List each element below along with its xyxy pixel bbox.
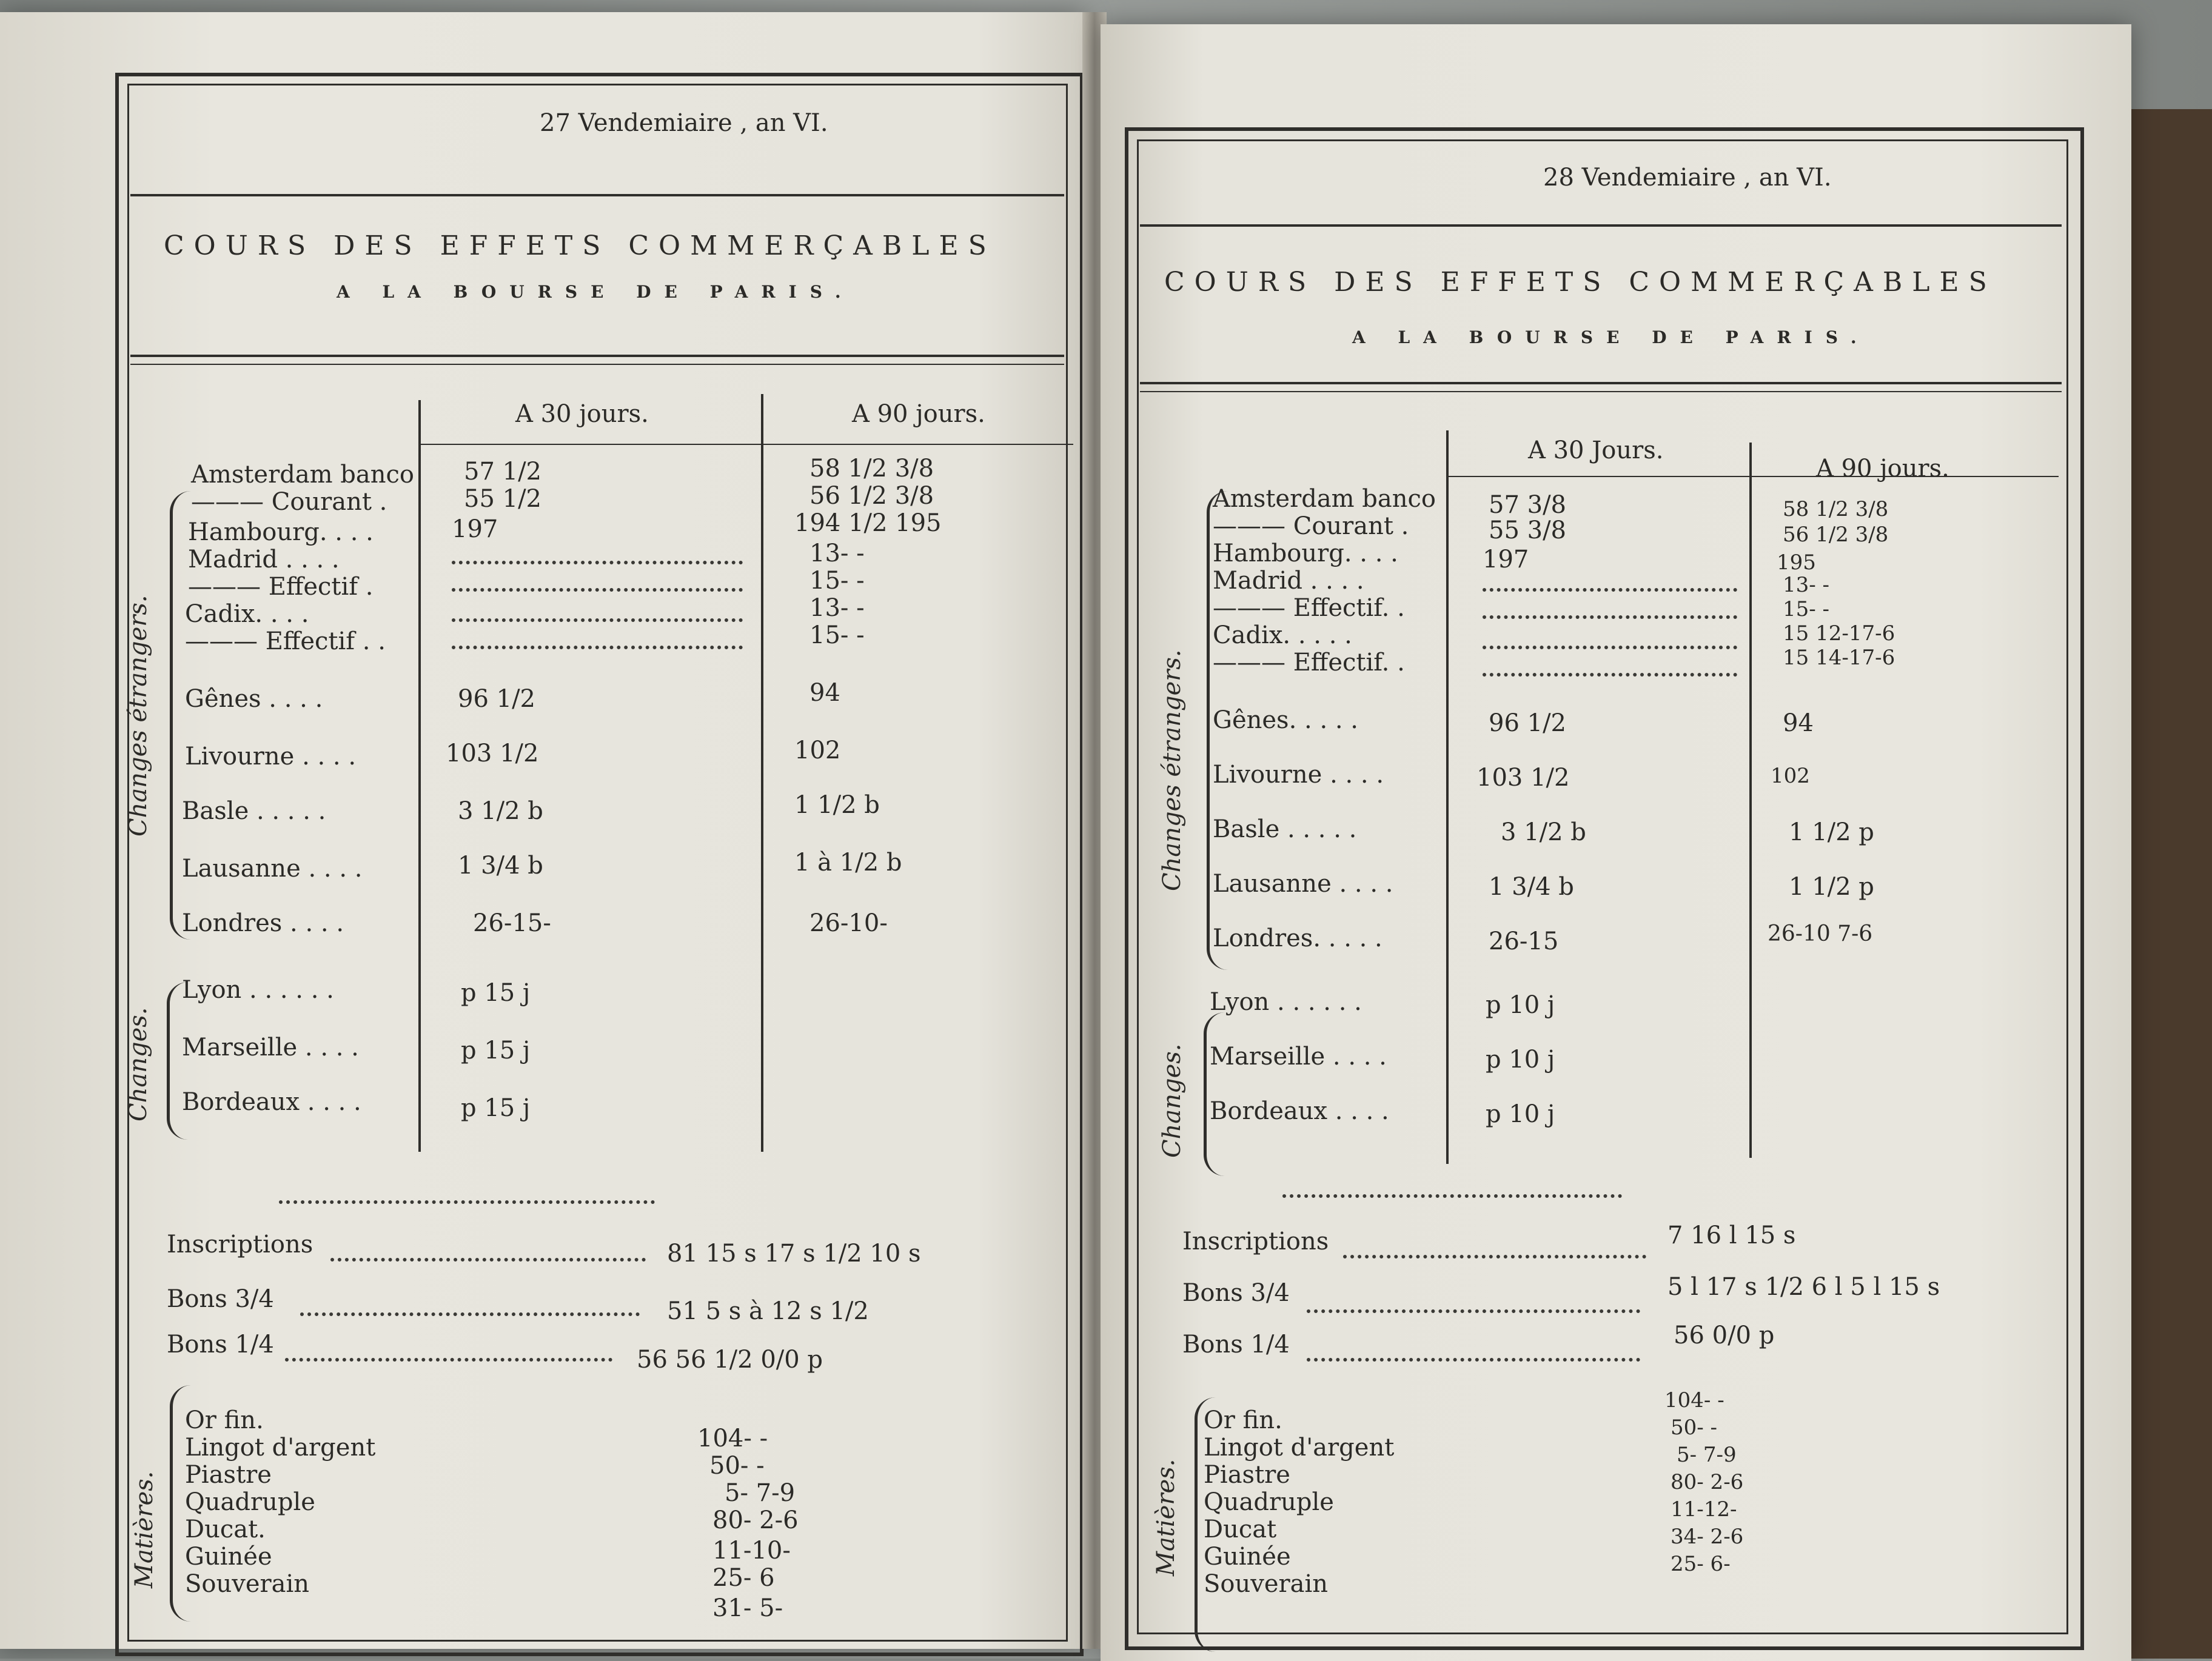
left-domestic-label: Bordeaux . . . .	[182, 1088, 361, 1116]
right-col90-header: A 90 jours.	[1816, 455, 1949, 483]
right-inscriptions-label: Inscriptions	[1182, 1228, 1329, 1255]
left-domestic-label: Lyon . . . . . .	[182, 976, 334, 1004]
left-dots	[300, 1312, 640, 1316]
left-dots	[285, 1358, 612, 1362]
right-metal-label: Or fin.	[1204, 1406, 1282, 1434]
left-v90: 1 à 1/2 b	[794, 849, 902, 877]
right-metal-value: 34- 2-6	[1671, 1525, 1744, 1549]
left-separator-dots	[279, 1200, 655, 1204]
right-dots	[1483, 673, 1737, 677]
right-metal-value: 104- -	[1664, 1388, 1724, 1412]
right-v90: 58 1/2 3/8	[1783, 497, 1889, 521]
left-inscriptions-label: Inscriptions	[167, 1231, 313, 1258]
left-inscriptions-value: 81 15 s 17 s 1/2 10 s	[667, 1240, 921, 1268]
left-subtitle: A LA BOURSE DE PARIS.	[337, 282, 854, 302]
right-v90: 13- -	[1783, 573, 1830, 597]
right-row-label: Gênes. . . . .	[1213, 706, 1359, 734]
left-header-rule	[418, 444, 1073, 445]
left-title: COURS DES EFFETS COMMERÇABLES	[164, 230, 996, 261]
left-bons14-value: 56 56 1/2 0/0 p	[637, 1346, 823, 1374]
left-v90: 15- -	[809, 567, 865, 595]
left-metal-label: Quadruple	[185, 1488, 315, 1516]
left-rule-top	[130, 194, 1064, 196]
right-separator-dots	[1282, 1194, 1622, 1198]
left-row-label: Hambourg. . . .	[188, 518, 374, 546]
left-row-label: Basle . . . . .	[182, 797, 326, 825]
left-v90: 58 1/2 3/8	[809, 455, 934, 483]
left-vline-2	[761, 394, 763, 1152]
left-domestic-value: p 15 j	[461, 1037, 531, 1064]
left-metal-label: Piastre	[185, 1461, 272, 1489]
left-date: 27 Vendemiaire , an VI.	[540, 109, 828, 137]
right-domestic-value: p 10 j	[1486, 1046, 1555, 1074]
left-metal-label: Lingot d'argent	[185, 1434, 376, 1462]
right-row-label: Basle . . . . .	[1213, 815, 1357, 843]
right-v30: 57 3/8	[1489, 491, 1566, 519]
left-metal-label: Souverain	[185, 1570, 310, 1598]
left-row-label: Londres . . . .	[182, 909, 344, 937]
left-page	[0, 12, 1085, 1649]
left-metal-label: Or fin.	[185, 1406, 264, 1434]
left-bons34-value: 51 5 s à 12 s 1/2	[667, 1297, 869, 1325]
left-group-domestic: Changes.	[124, 1007, 152, 1121]
right-group-metals: Matières.	[1152, 1459, 1180, 1576]
right-domestic-value: p 10 j	[1486, 991, 1555, 1019]
left-v30: 197	[452, 515, 498, 543]
right-v90: 1 1/2 p	[1789, 873, 1874, 901]
right-bons14-label: Bons 1/4	[1182, 1331, 1290, 1359]
left-dots	[452, 561, 743, 564]
right-row-label: Madrid . . . .	[1213, 567, 1364, 595]
left-v90: 194 1/2 195	[794, 509, 942, 537]
right-metal-value: 50- -	[1671, 1415, 1718, 1440]
left-row-label: ——— Courant .	[191, 488, 387, 516]
right-metal-value: 5- 7-9	[1677, 1443, 1737, 1467]
right-header-rule	[1446, 476, 2059, 477]
right-metal-label: Ducat	[1204, 1516, 1277, 1543]
left-v30: 96 1/2	[458, 685, 535, 713]
right-metal-label: Lingot d'argent	[1204, 1434, 1395, 1462]
left-v90: 1 1/2 b	[794, 791, 880, 819]
left-row-label: ——— Effectif . .	[185, 627, 386, 655]
left-v30: 57 1/2	[464, 458, 541, 486]
left-domestic-value: p 15 j	[461, 979, 531, 1007]
right-v90: 56 1/2 3/8	[1783, 523, 1889, 547]
left-v90: 94	[809, 679, 840, 707]
right-group-domestic: Changes.	[1158, 1043, 1186, 1158]
right-row-label: Hambourg. . . .	[1213, 540, 1398, 567]
left-dots	[452, 646, 743, 649]
left-v90: 13- -	[809, 594, 865, 622]
right-metal-value: 80- 2-6	[1671, 1470, 1744, 1494]
right-v30: 103 1/2	[1476, 764, 1570, 792]
left-metal-label: Guinée	[185, 1543, 272, 1571]
right-v90: 15- -	[1783, 597, 1830, 621]
left-col30-header: A 30 jours.	[515, 400, 649, 428]
left-v90: 56 1/2 3/8	[809, 482, 934, 510]
right-metal-label: Piastre	[1204, 1461, 1290, 1489]
right-v90: 15 14-17-6	[1783, 646, 1895, 670]
right-row-label: Cadix. . . . .	[1213, 621, 1352, 649]
right-dots	[1343, 1255, 1646, 1258]
left-metal-value: 104- -	[697, 1425, 768, 1452]
right-page	[1101, 24, 2131, 1661]
left-v30: 1 3/4 b	[458, 852, 543, 880]
left-domestic-label: Marseille . . . .	[182, 1034, 359, 1061]
right-row-label: Lausanne . . . .	[1213, 870, 1393, 898]
left-dots	[452, 618, 743, 622]
right-rule-mid	[1140, 382, 2062, 384]
left-metal-value: 31- 5-	[712, 1594, 783, 1622]
left-v90: 102	[794, 737, 841, 764]
left-bons14-label: Bons 1/4	[167, 1331, 274, 1359]
right-metal-label: Quadruple	[1204, 1488, 1334, 1516]
right-dots	[1307, 1309, 1640, 1313]
right-dots	[1483, 615, 1737, 619]
left-group-metals: Matières.	[130, 1471, 158, 1588]
right-v90: 26-10 7-6	[1768, 921, 1873, 946]
left-bons34-label: Bons 3/4	[167, 1285, 274, 1313]
book-cover	[2122, 109, 2212, 1659]
right-domestic-label: Bordeaux . . . .	[1210, 1097, 1389, 1125]
left-dots	[452, 588, 743, 592]
right-v30: 55 3/8	[1489, 516, 1566, 544]
right-row-label: ——— Effectif. .	[1213, 594, 1405, 622]
left-metal-value: 50- -	[709, 1452, 765, 1480]
left-row-label: ——— Effectif .	[188, 573, 374, 601]
right-metal-label: Guinée	[1204, 1543, 1291, 1571]
right-row-label: ——— Courant .	[1213, 512, 1409, 540]
left-rule-mid	[130, 355, 1064, 357]
right-dots	[1307, 1358, 1640, 1362]
right-domestic-value: p 10 j	[1486, 1100, 1555, 1128]
left-group-foreign: Changes étrangers.	[124, 595, 152, 837]
left-rule-mid2	[130, 364, 1064, 365]
left-metal-value: 80- 2-6	[712, 1506, 799, 1534]
left-row-label: Amsterdam banco	[191, 461, 415, 489]
left-metal-value: 11-10-	[712, 1537, 791, 1565]
right-v30: 3 1/2 b	[1501, 818, 1586, 846]
left-row-label: Gênes . . . .	[185, 685, 323, 713]
right-metal-value: 11-12-	[1671, 1497, 1737, 1522]
right-vline-1	[1446, 430, 1449, 1164]
right-title: COURS DES EFFETS COMMERÇABLES	[1164, 267, 1997, 298]
right-col30-header: A 30 Jours.	[1528, 436, 1664, 464]
right-bons34-value: 5 l 17 s 1/2 6 l 5 l 15 s	[1667, 1273, 1940, 1301]
left-v30: 103 1/2	[446, 740, 539, 767]
left-domestic-value: p 15 j	[461, 1094, 531, 1122]
left-metal-label: Ducat.	[185, 1516, 266, 1543]
left-v30: 55 1/2	[464, 485, 541, 513]
right-vline-2	[1749, 443, 1752, 1158]
left-vline-1	[418, 400, 421, 1152]
left-row-label: Lausanne . . . .	[182, 855, 363, 883]
right-v90: 102	[1771, 764, 1810, 788]
left-v30: 3 1/2 b	[458, 797, 543, 825]
right-metal-label: Souverain	[1204, 1570, 1329, 1598]
right-subtitle: A LA BOURSE DE PARIS.	[1352, 327, 1870, 347]
right-domestic-label: Marseille . . . .	[1210, 1043, 1387, 1071]
right-row-label: ——— Effectif. .	[1213, 649, 1405, 677]
right-dots	[1483, 646, 1737, 649]
right-dots	[1483, 588, 1737, 592]
right-v30: 26-15	[1489, 927, 1559, 955]
right-date: 28 Vendemiaire , an VI.	[1543, 164, 1832, 192]
right-row-label: Londres. . . . .	[1213, 924, 1382, 952]
left-v30: 26-15-	[473, 909, 551, 937]
right-v90: 195	[1777, 550, 1816, 575]
left-col90-header: A 90 jours.	[852, 400, 985, 428]
right-row-label: Livourne . . . .	[1213, 761, 1384, 789]
right-v30: 1 3/4 b	[1489, 873, 1574, 901]
left-v90: 13- -	[809, 540, 865, 567]
right-v30: 197	[1483, 546, 1529, 573]
right-v90: 94	[1783, 709, 1814, 737]
right-inscriptions-value: 7 16 l 15 s	[1667, 1222, 1796, 1249]
right-row-label: Amsterdam banco	[1213, 485, 1436, 513]
right-rule-top	[1140, 224, 2062, 227]
left-row-label: Madrid . . . .	[188, 546, 340, 573]
right-group-foreign: Changes étrangers.	[1158, 649, 1186, 891]
right-v30: 96 1/2	[1489, 709, 1566, 737]
right-v90: 1 1/2 p	[1789, 818, 1874, 846]
right-metal-value: 25- 6-	[1671, 1552, 1731, 1576]
left-metal-value: 25- 6	[712, 1564, 775, 1592]
left-row-label: Cadix. . . .	[185, 600, 309, 628]
right-brace-domestic	[1204, 1012, 1225, 1176]
right-bons14-value: 56 0/0 p	[1674, 1322, 1775, 1349]
left-metal-value: 5- 7-9	[725, 1479, 796, 1507]
right-bons34-label: Bons 3/4	[1182, 1279, 1290, 1307]
right-domestic-label: Lyon . . . . . .	[1210, 988, 1362, 1016]
left-v90: 15- -	[809, 621, 865, 649]
left-v90: 26-10-	[809, 909, 888, 937]
right-rule-mid2	[1140, 391, 2062, 392]
left-dots	[330, 1258, 646, 1262]
left-row-label: Livourne . . . .	[185, 743, 357, 770]
right-v90: 15 12-17-6	[1783, 621, 1895, 646]
